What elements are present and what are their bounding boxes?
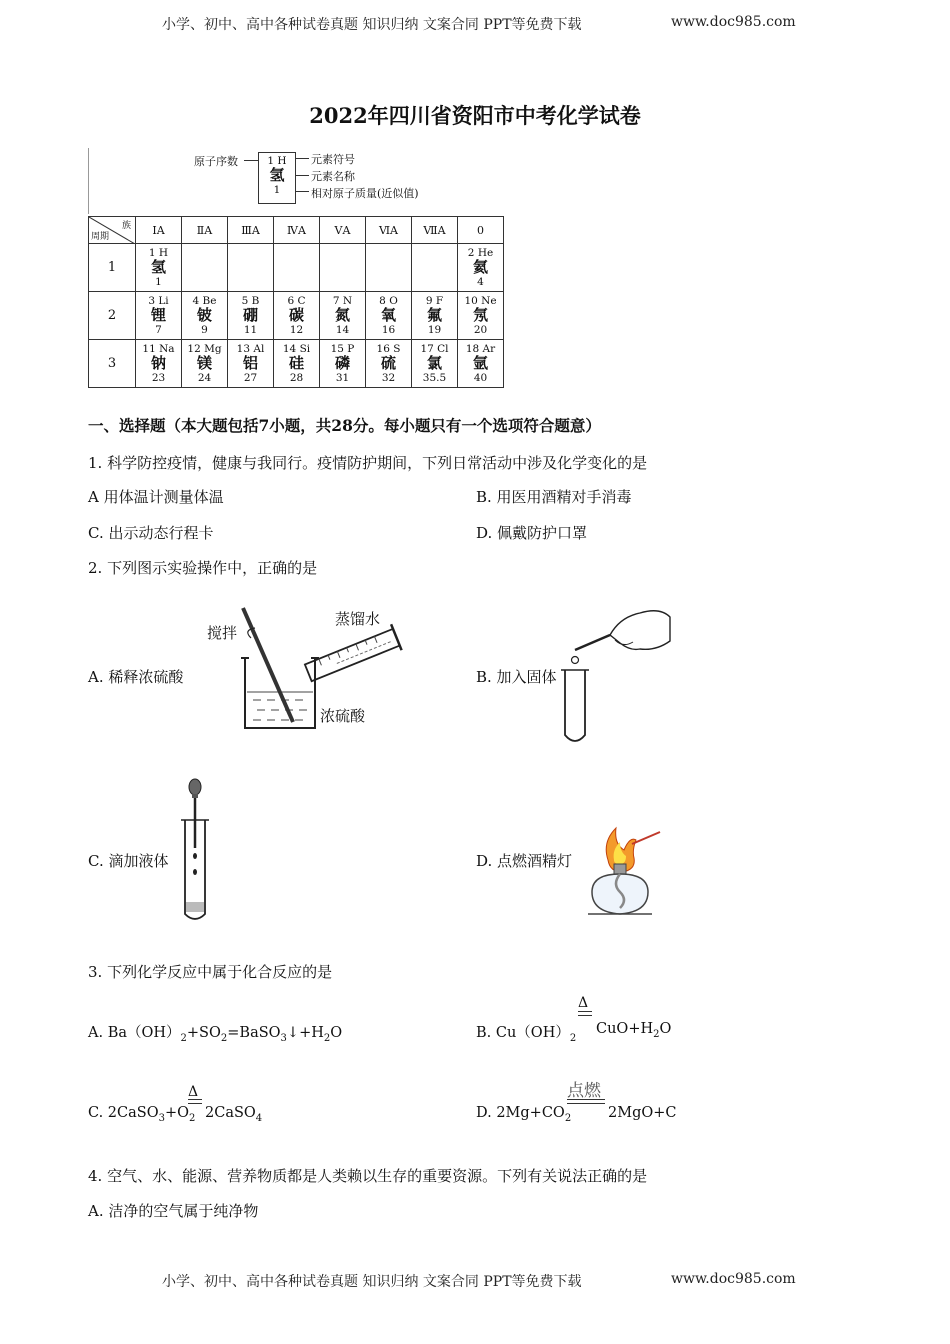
equals-sign	[578, 1011, 592, 1016]
element-cell	[366, 292, 412, 340]
periodic-legend	[88, 148, 488, 214]
figure-drop-liquid	[175, 778, 215, 924]
question-3-option-d	[476, 1105, 571, 1124]
question-2-option-a: A. 稀释浓硫酸	[88, 668, 184, 686]
element-name: 氢	[150, 258, 166, 276]
condition-ignite-d: 点燃	[567, 1081, 601, 1101]
group-header: ⅢA	[228, 217, 274, 244]
question-3-option-c-product	[205, 1105, 262, 1124]
element-cell	[136, 340, 182, 388]
equals-sign	[567, 1099, 605, 1104]
element-mass: 24	[197, 372, 212, 384]
condition-heat-c: Δ	[188, 1084, 199, 1100]
test-tube-hand-illustration	[555, 600, 675, 748]
eq-text: A. Ba（OH）	[88, 1025, 181, 1041]
eq-subscript: 2	[180, 1032, 187, 1044]
element-symbol: 14 Si	[282, 343, 311, 355]
element-symbol: 13 Al	[236, 343, 265, 355]
eq-subscript: 4	[255, 1112, 263, 1124]
period-label: 3	[89, 340, 136, 388]
element-mass: 20	[473, 324, 488, 336]
period-label: 1	[89, 244, 136, 292]
eq-subscript: 3	[158, 1112, 165, 1124]
element-name: 氮	[334, 306, 350, 324]
element-mass: 12	[289, 324, 304, 336]
element-mass: 28	[289, 372, 304, 384]
corner-group-label: 族	[121, 221, 131, 231]
element-cell	[412, 292, 458, 340]
eq-subscript: 2	[653, 1028, 660, 1040]
element-cell	[182, 340, 228, 388]
element-mass: 32	[381, 372, 396, 384]
element-symbol: 3 Li	[148, 295, 169, 307]
eq-text: +SO	[186, 1025, 221, 1041]
legend-sample-symbol: 1 H	[267, 155, 287, 167]
element-mass: 4	[477, 276, 484, 288]
legend-number-label: 原子序数	[194, 155, 238, 168]
question-1-option-c: C. 出示动态行程卡	[88, 524, 214, 542]
element-symbol: 18 Ar	[465, 343, 496, 355]
question-1-option-a: A 用体温计测量体温	[88, 488, 224, 506]
element-cell	[458, 244, 504, 292]
label-distilled-water: 蒸馏水	[335, 610, 381, 628]
element-name: 碳	[288, 306, 304, 324]
periodic-table	[88, 216, 504, 388]
element-symbol: 2 He	[467, 247, 494, 259]
eq-text: B. Cu（OH）	[476, 1025, 570, 1041]
empty-cell	[320, 244, 366, 292]
page-header-text: 小学、初中、高中各种试卷真题 知识归纳 文案合同 PPT等免费下载	[162, 17, 582, 33]
page-footer-url: www.doc985.com	[671, 1271, 796, 1287]
eq-text: D. 2Mg+CO	[476, 1105, 565, 1121]
section-heading: 一、选择题（本大题包括7小题，共28分。每小题只有一个选项符合题意）	[88, 416, 601, 435]
element-symbol: 12 Mg	[187, 343, 222, 355]
legend-sample-cell	[258, 152, 296, 204]
element-mass: 1	[155, 276, 162, 288]
eq-text: =BaSO	[227, 1025, 281, 1041]
condition-heat-b: Δ	[578, 995, 589, 1011]
element-symbol: 4 Be	[192, 295, 217, 307]
element-mass: 16	[381, 324, 396, 336]
empty-cell	[366, 244, 412, 292]
figure-light-lamp	[578, 822, 668, 922]
element-name: 铍	[196, 306, 212, 324]
question-1-option-d: D. 佩戴防护口罩	[476, 524, 588, 542]
element-name: 氟	[426, 306, 442, 324]
legend-arrow	[295, 158, 309, 159]
eq-text: ↓+H	[286, 1025, 324, 1041]
group-header: ⅣA	[274, 217, 320, 244]
legend-divider	[88, 148, 89, 214]
empty-cell	[274, 244, 320, 292]
question-2-option-b: B. 加入固体	[476, 668, 557, 686]
element-cell	[320, 340, 366, 388]
element-symbol: 8 O	[379, 295, 398, 307]
legend-arrow	[295, 191, 309, 192]
group-header: ⅠA	[136, 217, 182, 244]
element-name: 硼	[242, 306, 258, 324]
question-3-option-b-product	[596, 1021, 671, 1040]
question-3-option-b	[476, 1021, 576, 1044]
element-name: 硫	[380, 354, 396, 372]
legend-arrow	[244, 160, 258, 161]
group-header: ⅡA	[182, 217, 228, 244]
element-cell	[228, 340, 274, 388]
page-footer-text: 小学、初中、高中各种试卷真题 知识归纳 文案合同 PPT等免费下载	[162, 1274, 582, 1290]
question-3-stem: 3. 下列化学反应中属于化合反应的是	[88, 963, 333, 981]
eq-subscript: 3	[280, 1032, 287, 1044]
element-name: 氖	[472, 306, 488, 324]
legend-arrow	[295, 175, 309, 176]
eq-text: +O	[164, 1105, 190, 1121]
eq-text: O	[330, 1025, 343, 1041]
eq-text: CuO+H	[596, 1021, 654, 1037]
eq-text: 2CaSO	[205, 1105, 256, 1121]
question-2-option-d: D. 点燃酒精灯	[476, 852, 573, 870]
legend-item-symbol: 元素符号	[311, 153, 355, 166]
period-row	[89, 244, 504, 292]
element-symbol: 6 C	[287, 295, 306, 307]
label-stir: 搅拌	[207, 624, 238, 642]
question-3-option-d-product: 2MgO+C	[608, 1105, 677, 1121]
element-cell	[136, 292, 182, 340]
eq-subscript: 2	[569, 1032, 577, 1044]
element-cell	[136, 244, 182, 292]
legend-item-mass: 相对原子质量(近似值)	[311, 187, 419, 200]
element-cell	[458, 292, 504, 340]
alcohol-lamp-illustration	[578, 822, 668, 922]
element-mass: 40	[473, 372, 488, 384]
table-corner	[89, 217, 136, 244]
group-header: 0	[458, 217, 504, 244]
element-name: 镁	[196, 354, 212, 372]
element-name: 铝	[242, 354, 258, 372]
element-name: 氯	[426, 354, 442, 372]
group-header: ⅥA	[366, 217, 412, 244]
element-symbol: 9 F	[425, 295, 444, 307]
eq-text: C. 2CaSO	[88, 1105, 159, 1121]
element-name: 磷	[334, 354, 350, 372]
element-cell	[274, 340, 320, 388]
figure-add-solid	[555, 600, 675, 748]
element-symbol: 11 Na	[142, 343, 175, 355]
element-symbol: 15 P	[330, 343, 355, 355]
equals-sign	[188, 1099, 202, 1104]
element-cell	[228, 292, 274, 340]
element-symbol: 5 B	[241, 295, 260, 307]
element-mass: 7	[155, 324, 162, 336]
element-name: 氩	[472, 354, 488, 372]
eq-subscript: 2	[323, 1032, 331, 1044]
legend-item-name: 元素名称	[311, 170, 355, 183]
element-mass: 23	[151, 372, 166, 384]
eq-subscript: 2	[220, 1032, 228, 1044]
element-mass: 11	[243, 324, 258, 336]
element-cell	[366, 340, 412, 388]
legend-sample-name: 氢	[269, 166, 285, 184]
element-mass: 35.5	[422, 372, 447, 384]
element-name: 硅	[288, 354, 304, 372]
group-header: ⅤA	[320, 217, 366, 244]
corner-period-label: 周期	[91, 232, 110, 242]
element-mass: 31	[335, 372, 350, 384]
empty-cell	[228, 244, 274, 292]
question-1-option-b: B. 用医用酒精对手消毒	[476, 488, 632, 506]
element-name: 锂	[150, 306, 166, 324]
eq-subscript: 2	[564, 1112, 572, 1124]
question-1-stem: 1. 科学防控疫情，健康与我同行。疫情防护期间，下列日常活动中涉及化学变化的是	[88, 454, 648, 472]
element-name: 钠	[150, 354, 166, 372]
element-mass: 27	[243, 372, 258, 384]
question-2-option-c: C. 滴加液体	[88, 852, 169, 870]
element-cell	[274, 292, 320, 340]
question-2-stem: 2. 下列图示实验操作中，正确的是	[88, 559, 318, 577]
element-cell	[458, 340, 504, 388]
element-symbol: 1 H	[148, 247, 169, 259]
period-row	[89, 340, 504, 388]
dropper-tube-illustration	[175, 778, 215, 924]
period-row	[89, 292, 504, 340]
element-symbol: 7 N	[332, 295, 353, 307]
eq-text: O	[659, 1021, 672, 1037]
element-symbol: 16 S	[376, 343, 401, 355]
element-symbol: 10 Ne	[464, 295, 497, 307]
empty-cell	[412, 244, 458, 292]
element-cell	[182, 292, 228, 340]
empty-cell	[182, 244, 228, 292]
element-mass: 9	[201, 324, 208, 336]
page-header-url: www.doc985.com	[671, 14, 796, 30]
question-3-option-c	[88, 1105, 195, 1124]
page-title: 2022年四川省资阳市中考化学试卷	[309, 103, 641, 128]
element-cell	[320, 292, 366, 340]
figure-dilute-acid	[205, 600, 415, 735]
element-name: 氧	[380, 306, 396, 324]
period-label: 2	[89, 292, 136, 340]
question-4-option-a: A. 洁净的空气属于纯净物	[88, 1202, 259, 1220]
beaker-cylinder-illustration	[205, 600, 415, 735]
question-3-option-a	[88, 1021, 342, 1044]
legend-sample-mass: 1	[273, 184, 281, 196]
label-conc-acid: 浓硫酸	[320, 707, 366, 725]
group-header: ⅦA	[412, 217, 458, 244]
element-name: 氦	[472, 258, 488, 276]
question-4-stem: 4. 空气、水、能源、营养物质都是人类赖以生存的重要资源。下列有关说法正确的是	[88, 1167, 648, 1185]
element-cell	[412, 340, 458, 388]
element-mass: 14	[335, 324, 350, 336]
element-symbol: 17 Cl	[420, 343, 449, 355]
element-mass: 19	[427, 324, 442, 336]
eq-subscript: 2	[189, 1112, 196, 1124]
